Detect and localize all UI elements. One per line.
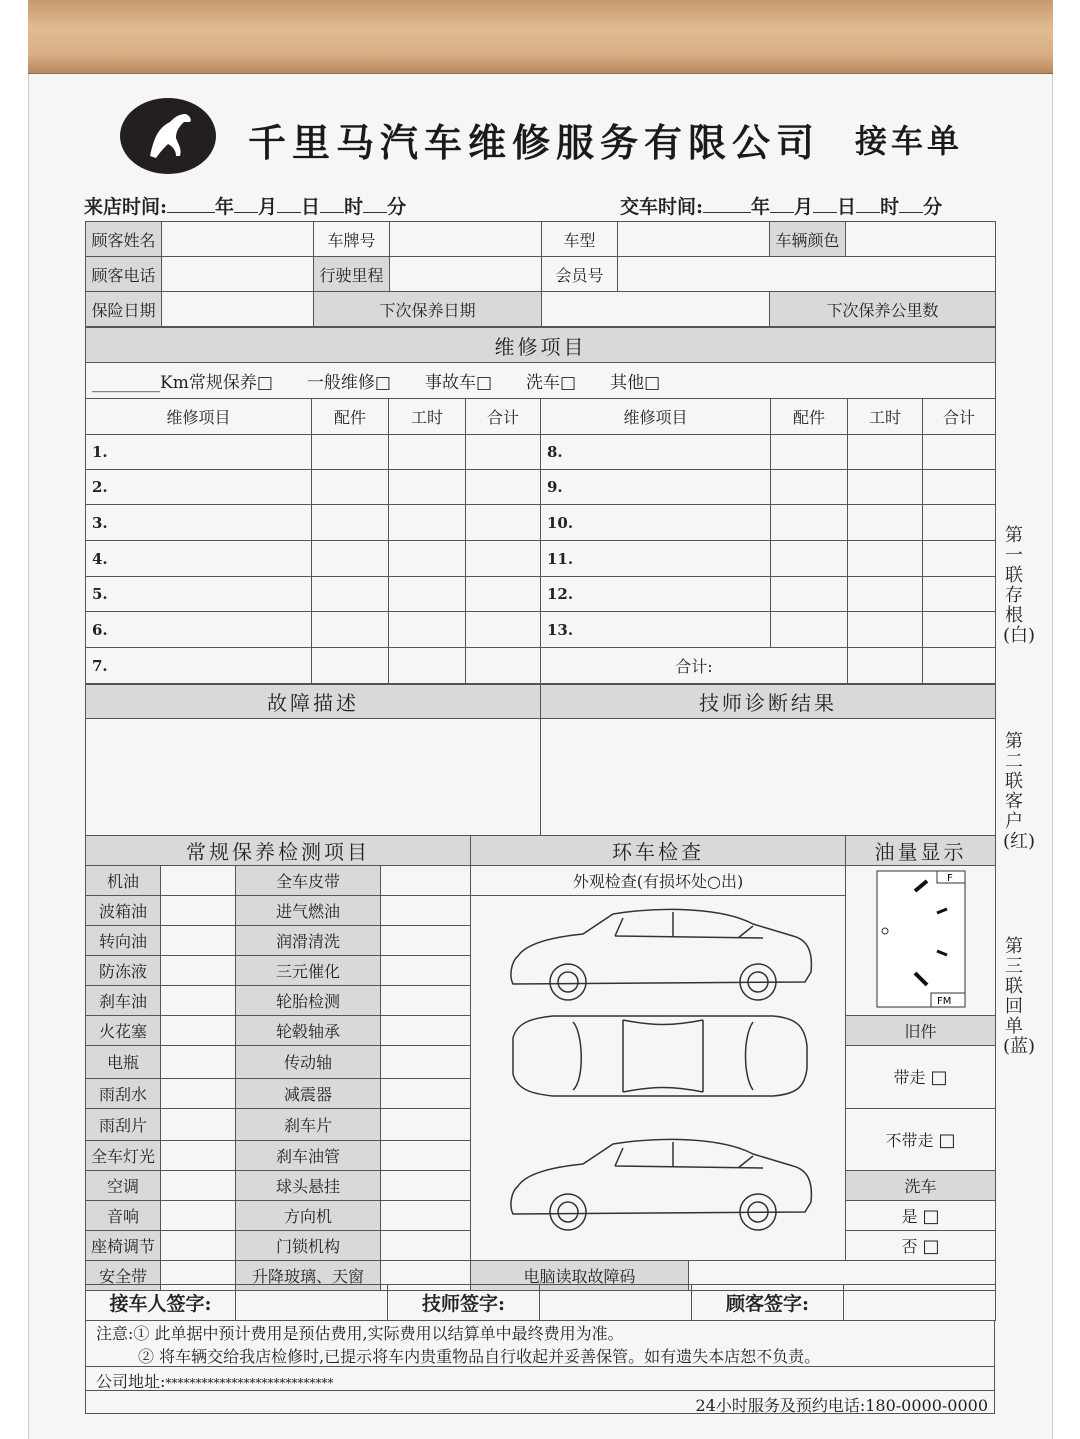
row-number[interactable]: 10. (541, 505, 771, 541)
unit-minute: 分 (387, 196, 407, 218)
check-field[interactable] (161, 1231, 236, 1261)
label-insurance: 保险日期 (86, 292, 162, 327)
type-routine[interactable]: Km常规保养□ (160, 373, 273, 393)
address-line (96, 1369, 333, 1392)
divider (85, 1366, 995, 1367)
divider (85, 1390, 995, 1391)
check-item: 全车皮带 (236, 866, 381, 896)
company-name: 千里马汽车维修服务有限公司 (248, 120, 821, 165)
check-item: 刹车油管 (236, 1141, 381, 1171)
car-outline-icon (473, 896, 843, 1256)
check-item: 轮胎检测 (236, 986, 381, 1016)
check-field[interactable] (161, 1141, 236, 1171)
fuel-full-label: F (946, 872, 953, 884)
row-number[interactable]: 6. (86, 612, 312, 648)
technician-signature-field[interactable] (540, 1285, 692, 1321)
table-row (86, 648, 996, 684)
unit-hour: 时 (880, 196, 900, 218)
arrival-label: 来店时间: (84, 196, 168, 218)
col-item: 维修项目 (541, 399, 771, 435)
label-mileage: 行驶里程 (314, 257, 390, 292)
car-diagram[interactable] (471, 896, 846, 1261)
customer-info-table (85, 221, 996, 327)
type-other[interactable]: 其他□ (610, 373, 661, 393)
leave-label: 不带走 (885, 1130, 934, 1150)
wash-no-label: 否 (901, 1237, 918, 1256)
label-phone: 顾客电话 (86, 257, 162, 292)
customer-name-field[interactable] (162, 222, 314, 257)
check-item: 刹车片 (236, 1108, 381, 1141)
check-item: 三元催化 (236, 956, 381, 986)
label-model: 车型 (542, 222, 618, 257)
col-total: 合计 (466, 399, 541, 435)
check-item: 雨刮水 (86, 1078, 161, 1108)
check-item: 进气燃油 (236, 896, 381, 926)
col-hours: 工时 (848, 399, 923, 435)
check-field[interactable] (381, 1201, 471, 1231)
check-field[interactable] (381, 1171, 471, 1201)
fuel-title: 油量显示 (846, 836, 996, 866)
repair-table (85, 327, 996, 684)
row-number[interactable]: 7. (86, 648, 312, 684)
type-general[interactable]: 一般维修□ (306, 373, 391, 393)
col-parts: 配件 (771, 399, 848, 435)
wash-yes-option[interactable] (846, 1201, 996, 1231)
address-value: **************************** (165, 1376, 334, 1390)
label-next-date: 下次保养日期 (314, 292, 542, 327)
table-row (86, 505, 996, 541)
check-item: 火花塞 (86, 1016, 161, 1046)
check-item: 安全带 (86, 1261, 161, 1291)
check-item: 音响 (86, 1201, 161, 1231)
diagnosis-field[interactable] (541, 719, 996, 836)
diagnosis-title: 技师诊断结果 (541, 685, 996, 719)
mileage-field[interactable] (390, 257, 542, 292)
type-wash[interactable]: 洗车□ (526, 373, 577, 393)
check-item: 门锁机构 (236, 1231, 381, 1261)
receiver-signature-field[interactable] (236, 1285, 388, 1321)
check-field[interactable] (381, 1108, 471, 1141)
check-field[interactable] (381, 926, 471, 956)
note-line-2: ② 将车辆交给我店检修时,已提示将车内贵重物品自行收起并妥善保管。如有遗失本店恕不负责。 (138, 1347, 821, 1366)
delivery-time-line (620, 192, 942, 219)
copy-1-label: 第一联 存根(白) (1003, 525, 1036, 646)
fuel-empty-label: FM (936, 995, 951, 1007)
check-field[interactable] (161, 896, 236, 926)
model-field[interactable] (618, 222, 770, 257)
take-label: 带走 (893, 1068, 926, 1088)
check-item: 座椅调节 (86, 1231, 161, 1261)
row-number[interactable]: 13. (541, 612, 771, 648)
fault-field[interactable] (86, 719, 541, 836)
inspection-subtitle: 外观检查(有损坏处○出) (471, 866, 846, 896)
maintenance-title: 常规保养检测项目 (86, 836, 471, 866)
unit-day: 日 (301, 196, 321, 218)
repair-type-row (86, 363, 996, 399)
check-field[interactable] (161, 1046, 236, 1079)
wash-yes-label: 是 (901, 1207, 918, 1226)
check-field[interactable] (161, 866, 236, 896)
row-number[interactable]: 4. (86, 541, 312, 577)
check-item: 传动轴 (236, 1046, 381, 1079)
check-item: 雨刮片 (86, 1108, 161, 1141)
phone-field[interactable] (162, 257, 314, 292)
check-item: 空调 (86, 1171, 161, 1201)
type-accident[interactable]: 事故车□ (424, 373, 493, 393)
repair-title: 维修项目 (86, 328, 996, 363)
obd-label: 电脑读取故障码 (471, 1261, 689, 1291)
row-number[interactable]: 1. (86, 435, 312, 470)
row-number[interactable]: 3. (86, 505, 312, 541)
wash-no-checkbox[interactable]: □ (922, 1236, 940, 1257)
maintenance-table (85, 835, 996, 1291)
check-field[interactable] (161, 1201, 236, 1231)
col-parts: 配件 (312, 399, 389, 435)
row-number[interactable]: 5. (86, 577, 312, 612)
unit-minute: 分 (923, 196, 943, 218)
check-item: 电瓶 (86, 1046, 161, 1079)
check-field[interactable] (161, 1108, 236, 1141)
check-item: 升降玻璃、天窗 (236, 1261, 381, 1291)
unit-month: 月 (258, 196, 278, 218)
wash-yes-checkbox[interactable]: □ (922, 1206, 940, 1227)
check-field[interactable] (161, 956, 236, 986)
table-row (86, 470, 996, 505)
copy-2-label: 第二联 客户(红) (1003, 731, 1036, 852)
check-field[interactable] (161, 1078, 236, 1108)
take-parts-option[interactable] (846, 1046, 996, 1109)
take-checkbox[interactable]: □ (930, 1067, 948, 1089)
signature-table (85, 1284, 996, 1321)
leave-parts-option[interactable] (846, 1108, 996, 1171)
delivery-label: 交车时间: (620, 196, 704, 218)
leave-checkbox[interactable]: □ (938, 1129, 956, 1151)
note-line-1 (96, 1321, 624, 1344)
receiver-signature-label: 接车人签字: (86, 1285, 236, 1321)
color-field[interactable] (846, 222, 996, 257)
check-field[interactable] (381, 1231, 471, 1261)
insurance-field[interactable] (162, 292, 314, 327)
label-plate: 车牌号 (314, 222, 390, 257)
check-item: 方向机 (236, 1201, 381, 1231)
arrival-time-line (84, 192, 406, 219)
check-item: 波箱油 (86, 896, 161, 926)
note-1: ① 此单据中预计费用是预估费用,实际费用以结算单中最终费用为准。 (133, 1324, 624, 1343)
form-title: 接车单 (855, 122, 964, 160)
copy-3-label: 第三联 回单(蓝) (1003, 936, 1036, 1057)
plate-field[interactable] (390, 222, 542, 257)
unit-year: 年 (751, 196, 771, 218)
check-field[interactable] (381, 986, 471, 1016)
check-item: 全车灯光 (86, 1141, 161, 1171)
check-field[interactable] (381, 866, 471, 896)
table-row (86, 435, 996, 470)
member-field[interactable] (618, 257, 996, 292)
check-item: 转向油 (86, 926, 161, 956)
check-field[interactable] (161, 1016, 236, 1046)
check-field[interactable] (381, 1078, 471, 1108)
horse-logo (120, 98, 216, 174)
check-field[interactable] (381, 1016, 471, 1046)
row-number[interactable]: 2. (86, 470, 312, 505)
check-item: 球头悬挂 (236, 1171, 381, 1201)
label-next-km: 下次保养公里数 (770, 292, 996, 327)
fault-title: 故障描述 (86, 685, 541, 719)
address-label: 公司地址: (96, 1372, 166, 1391)
label-member: 会员号 (542, 257, 618, 292)
fault-diagnosis-table (85, 684, 996, 836)
unit-year: 年 (215, 196, 235, 218)
hotline: 24小时服务及预约电话:180-0000-0000 (695, 1396, 988, 1415)
old-parts-title: 旧件 (846, 1016, 996, 1046)
check-item: 机油 (86, 866, 161, 896)
col-hours: 工时 (389, 399, 466, 435)
row-number[interactable]: 12. (541, 577, 771, 612)
wash-no-option[interactable] (846, 1231, 996, 1261)
col-total: 合计 (923, 399, 996, 435)
check-field[interactable] (161, 926, 236, 956)
row-number[interactable]: 11. (541, 541, 771, 577)
check-field[interactable] (381, 896, 471, 926)
check-field[interactable] (381, 1046, 471, 1079)
table-row (86, 577, 996, 612)
row-number[interactable]: 9. (541, 470, 771, 505)
check-item: 润滑清洗 (236, 926, 381, 956)
repair-total-label: 合计: (541, 648, 848, 684)
check-field[interactable] (161, 986, 236, 1016)
check-field[interactable] (161, 1171, 236, 1201)
fuel-gauge-icon (875, 869, 967, 1009)
check-item: 减震器 (236, 1078, 381, 1108)
check-item: 轮毂轴承 (236, 1016, 381, 1046)
table-row (86, 612, 996, 648)
check-field[interactable] (381, 1141, 471, 1171)
row-number[interactable]: 8. (541, 435, 771, 470)
customer-signature-label: 顾客签字: (692, 1285, 844, 1321)
unit-hour: 时 (344, 196, 364, 218)
notes-label: 注意: (96, 1324, 134, 1343)
pad-binding (28, 0, 1053, 74)
customer-signature-field[interactable] (844, 1285, 996, 1321)
wash-title: 洗车 (846, 1171, 996, 1201)
technician-signature-label: 技师签字: (388, 1285, 540, 1321)
col-item: 维修项目 (86, 399, 312, 435)
check-item: 刹车油 (86, 986, 161, 1016)
unit-month: 月 (794, 196, 814, 218)
inspection-title: 环车检查 (471, 836, 846, 866)
label-color: 车辆颜色 (770, 222, 846, 257)
label-customer-name: 顾客姓名 (86, 222, 162, 257)
next-date-field[interactable] (542, 292, 770, 327)
table-row (86, 541, 996, 577)
check-field[interactable] (381, 956, 471, 986)
km-blank[interactable]: ________ (92, 373, 160, 393)
unit-day: 日 (837, 196, 857, 218)
check-item: 防冻液 (86, 956, 161, 986)
